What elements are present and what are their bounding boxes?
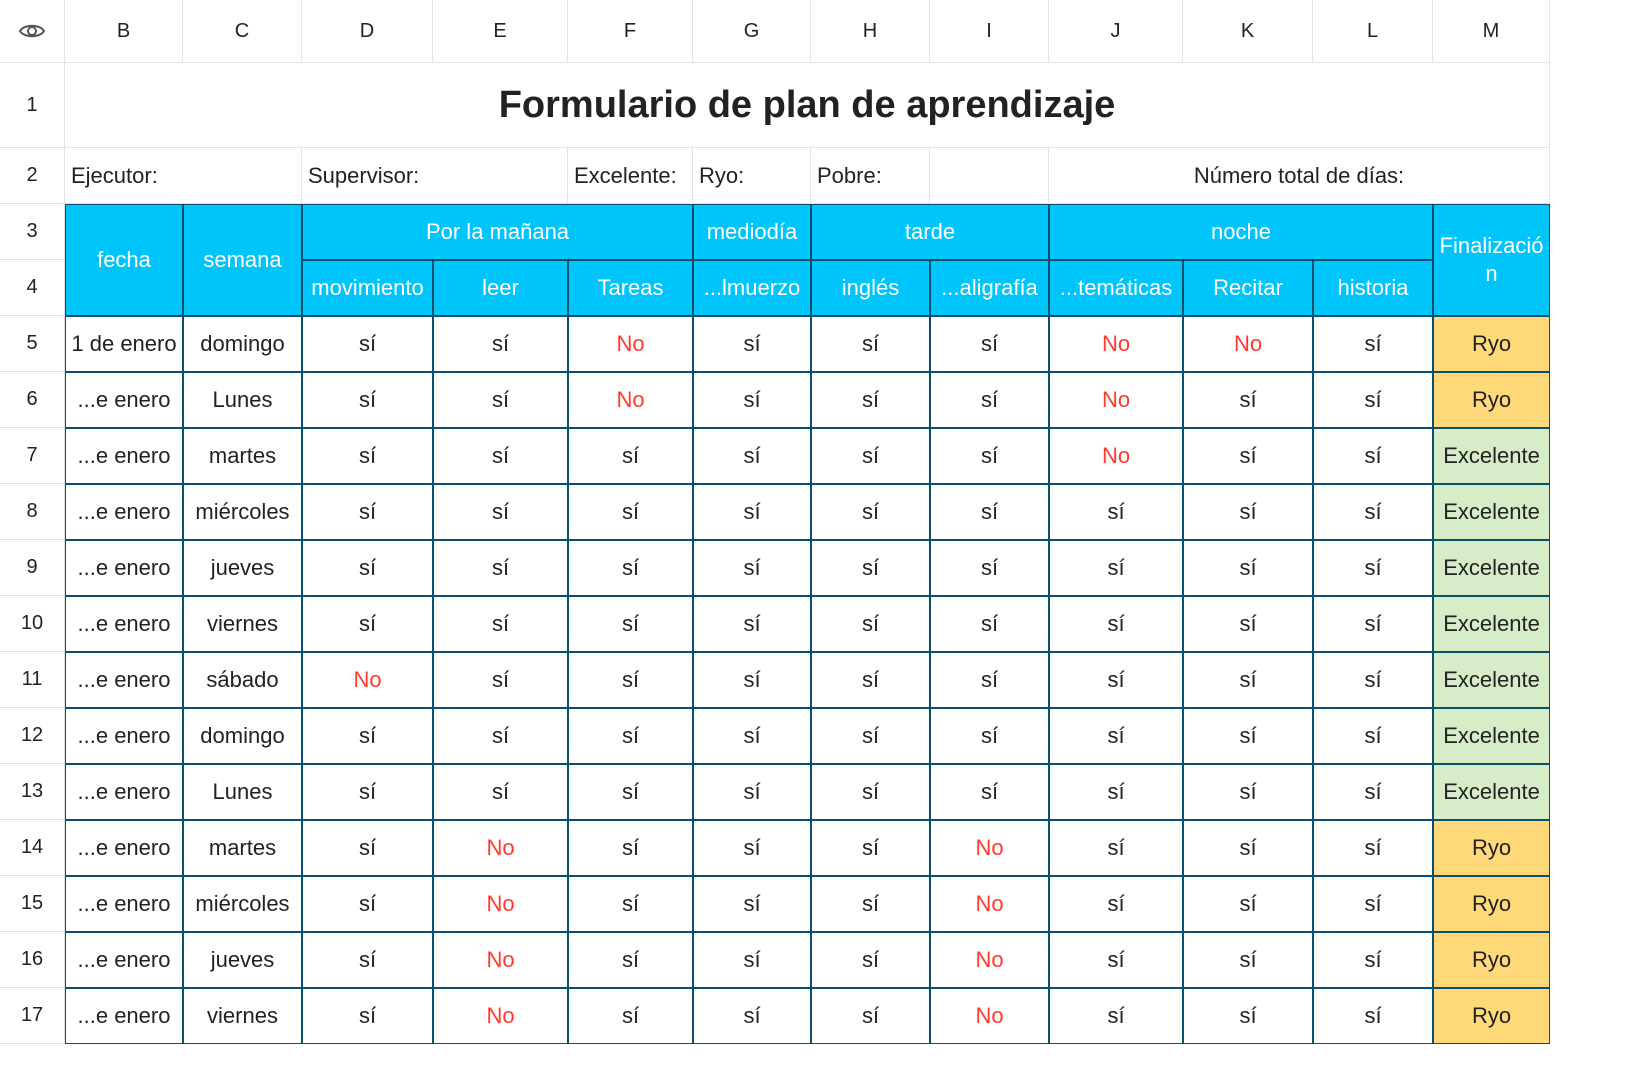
column-header-g[interactable]: G [693,0,811,63]
status-cell[interactable]: No [433,876,568,932]
status-cell[interactable]: sí [302,932,433,988]
status-cell[interactable]: sí [930,652,1049,708]
date-cell[interactable]: ...e enero [65,428,183,484]
status-cell[interactable]: sí [568,876,693,932]
status-cell[interactable]: sí [1313,372,1433,428]
status-cell[interactable]: sí [1183,764,1313,820]
week-cell[interactable]: Lunes [183,372,302,428]
column-header-i[interactable]: I [930,0,1049,63]
row-header-5[interactable]: 5 [0,316,65,372]
status-cell[interactable]: sí [433,484,568,540]
status-cell[interactable]: sí [1049,484,1183,540]
status-cell[interactable]: sí [568,820,693,876]
status-cell[interactable]: sí [693,316,811,372]
week-cell[interactable]: Lunes [183,764,302,820]
poor-value-cell[interactable] [930,148,1049,204]
status-cell[interactable]: sí [1313,540,1433,596]
completion-cell[interactable]: Excelente [1433,764,1550,820]
status-cell[interactable]: sí [930,540,1049,596]
status-cell[interactable]: sí [1313,316,1433,372]
column-header-h[interactable]: H [811,0,930,63]
row-header-8[interactable]: 8 [0,484,65,540]
header-date[interactable]: fecha [65,204,183,316]
column-header-l[interactable]: L [1313,0,1433,63]
date-cell[interactable]: ...e enero [65,596,183,652]
status-cell[interactable]: sí [433,652,568,708]
status-cell[interactable]: sí [302,764,433,820]
status-cell[interactable]: No [568,316,693,372]
status-cell[interactable]: sí [811,820,930,876]
row-header-13[interactable]: 13 [0,764,65,820]
status-cell[interactable]: sí [568,932,693,988]
column-header-c[interactable]: C [183,0,302,63]
completion-cell[interactable]: Ryo [1433,372,1550,428]
status-cell[interactable]: sí [1313,932,1433,988]
sheet-title[interactable]: Formulario de plan de aprendizaje [65,63,1550,148]
status-cell[interactable]: sí [302,708,433,764]
status-cell[interactable]: sí [811,540,930,596]
completion-cell[interactable]: Ryo [1433,932,1550,988]
eye-icon[interactable] [19,22,45,40]
row-header-12[interactable]: 12 [0,708,65,764]
excellent-label[interactable]: Excelente: [568,148,693,204]
status-cell[interactable]: sí [811,932,930,988]
status-cell[interactable]: sí [1049,932,1183,988]
status-cell[interactable]: sí [1313,428,1433,484]
status-cell[interactable]: sí [1183,820,1313,876]
week-cell[interactable]: miércoles [183,876,302,932]
status-cell[interactable]: sí [930,596,1049,652]
status-cell[interactable]: sí [693,596,811,652]
status-cell[interactable]: sí [693,820,811,876]
supervisor-label[interactable]: Supervisor: [302,148,568,204]
header-night[interactable]: noche [1049,204,1433,260]
date-cell[interactable]: ...e enero [65,876,183,932]
status-cell[interactable]: No [1049,372,1183,428]
status-cell[interactable]: sí [1313,764,1433,820]
status-cell[interactable]: sí [302,428,433,484]
row-header-2[interactable]: 2 [0,148,65,204]
completion-cell[interactable]: Excelente [1433,540,1550,596]
header-sub-8[interactable]: historia [1313,260,1433,316]
status-cell[interactable]: sí [568,428,693,484]
column-header-e[interactable]: E [433,0,568,63]
week-cell[interactable]: martes [183,428,302,484]
status-cell[interactable]: sí [693,988,811,1044]
date-cell[interactable]: ...e enero [65,484,183,540]
status-cell[interactable]: No [302,652,433,708]
status-cell[interactable]: sí [693,876,811,932]
row-header-9[interactable]: 9 [0,540,65,596]
date-cell[interactable]: ...e enero [65,932,183,988]
status-cell[interactable]: No [930,988,1049,1044]
week-cell[interactable]: sábado [183,652,302,708]
completion-cell[interactable]: Excelente [1433,428,1550,484]
status-cell[interactable]: sí [433,596,568,652]
status-cell[interactable]: sí [1313,652,1433,708]
poor-label[interactable]: Pobre: [811,148,930,204]
header-sub-1[interactable]: leer [433,260,568,316]
status-cell[interactable]: sí [1183,540,1313,596]
status-cell[interactable]: sí [1183,652,1313,708]
status-cell[interactable]: No [433,820,568,876]
status-cell[interactable]: sí [302,484,433,540]
row-header-7[interactable]: 7 [0,428,65,484]
header-noon[interactable]: mediodía [693,204,811,260]
status-cell[interactable]: sí [302,540,433,596]
status-cell[interactable]: sí [1183,932,1313,988]
status-cell[interactable]: sí [568,708,693,764]
status-cell[interactable]: sí [1049,540,1183,596]
status-cell[interactable]: sí [433,372,568,428]
status-cell[interactable]: sí [1313,596,1433,652]
status-cell[interactable]: sí [811,428,930,484]
status-cell[interactable]: No [1049,316,1183,372]
status-cell[interactable]: sí [811,652,930,708]
completion-cell[interactable]: Excelente [1433,596,1550,652]
header-week[interactable]: semana [183,204,302,316]
date-cell[interactable]: ...e enero [65,372,183,428]
row-header-3[interactable]: 3 [0,204,65,260]
status-cell[interactable]: sí [811,708,930,764]
status-cell[interactable]: sí [302,988,433,1044]
header-sub-7[interactable]: Recitar [1183,260,1313,316]
status-cell[interactable]: sí [1049,652,1183,708]
date-cell[interactable]: ...e enero [65,708,183,764]
status-cell[interactable]: sí [930,764,1049,820]
row-header-16[interactable]: 16 [0,932,65,988]
row-header-1[interactable]: 1 [0,63,65,148]
week-cell[interactable]: domingo [183,316,302,372]
completion-cell[interactable]: Excelente [1433,484,1550,540]
status-cell[interactable]: sí [1183,876,1313,932]
status-cell[interactable]: No [930,932,1049,988]
status-cell[interactable]: sí [1049,708,1183,764]
status-cell[interactable]: sí [811,372,930,428]
row-header-15[interactable]: 15 [0,876,65,932]
status-cell[interactable]: sí [693,372,811,428]
header-sub-2[interactable]: Tareas [568,260,693,316]
status-cell[interactable]: No [568,372,693,428]
header-completion[interactable]: Finalización [1433,204,1550,316]
status-cell[interactable]: sí [930,708,1049,764]
status-cell[interactable]: sí [693,540,811,596]
status-cell[interactable]: sí [693,484,811,540]
status-cell[interactable]: No [930,876,1049,932]
status-cell[interactable]: sí [811,484,930,540]
status-cell[interactable]: sí [568,484,693,540]
header-sub-4[interactable]: inglés [811,260,930,316]
status-cell[interactable]: sí [1183,372,1313,428]
week-cell[interactable]: martes [183,820,302,876]
status-cell[interactable]: sí [693,932,811,988]
status-cell[interactable]: No [1183,316,1313,372]
header-morning[interactable]: Por la mañana [302,204,693,260]
status-cell[interactable]: sí [1183,988,1313,1044]
status-cell[interactable]: sí [1049,764,1183,820]
status-cell[interactable]: sí [693,652,811,708]
status-cell[interactable]: No [433,932,568,988]
status-cell[interactable]: sí [568,988,693,1044]
week-cell[interactable]: viernes [183,596,302,652]
status-cell[interactable]: sí [302,820,433,876]
status-cell[interactable]: sí [1049,596,1183,652]
status-cell[interactable]: No [433,988,568,1044]
row-header-10[interactable]: 10 [0,596,65,652]
status-cell[interactable]: sí [1049,820,1183,876]
status-cell[interactable]: sí [811,876,930,932]
status-cell[interactable]: sí [568,764,693,820]
status-cell[interactable]: sí [693,428,811,484]
date-cell[interactable]: ...e enero [65,988,183,1044]
date-cell[interactable]: ...e enero [65,764,183,820]
status-cell[interactable]: sí [930,428,1049,484]
week-cell[interactable]: miércoles [183,484,302,540]
date-cell[interactable]: ...e enero [65,820,183,876]
status-cell[interactable]: sí [811,988,930,1044]
status-cell[interactable]: sí [693,708,811,764]
status-cell[interactable]: sí [811,316,930,372]
date-cell[interactable]: 1 de enero [65,316,183,372]
row-header-4[interactable]: 4 [0,260,65,316]
column-header-d[interactable]: D [302,0,433,63]
completion-cell[interactable]: Ryo [1433,876,1550,932]
date-cell[interactable]: ...e enero [65,540,183,596]
completion-cell[interactable]: Ryo [1433,820,1550,876]
completion-cell[interactable]: Excelente [1433,708,1550,764]
column-header-k[interactable]: K [1183,0,1313,63]
status-cell[interactable]: sí [1313,484,1433,540]
status-cell[interactable]: sí [568,652,693,708]
status-cell[interactable]: sí [1183,708,1313,764]
status-cell[interactable]: sí [811,596,930,652]
header-sub-6[interactable]: ...temáticas [1049,260,1183,316]
status-cell[interactable]: sí [1313,820,1433,876]
status-cell[interactable]: sí [302,596,433,652]
header-afternoon[interactable]: tarde [811,204,1049,260]
status-cell[interactable]: sí [433,764,568,820]
week-cell[interactable]: jueves [183,932,302,988]
column-header-j[interactable]: J [1049,0,1183,63]
status-cell[interactable]: No [930,820,1049,876]
status-cell[interactable]: sí [930,372,1049,428]
week-cell[interactable]: domingo [183,708,302,764]
week-cell[interactable]: jueves [183,540,302,596]
header-sub-5[interactable]: ...aligrafía [930,260,1049,316]
status-cell[interactable]: sí [433,708,568,764]
column-header-f[interactable]: F [568,0,693,63]
status-cell[interactable]: sí [930,484,1049,540]
status-cell[interactable]: sí [302,876,433,932]
completion-cell[interactable]: Ryo [1433,988,1550,1044]
status-cell[interactable]: sí [1313,708,1433,764]
completion-cell[interactable]: Ryo [1433,316,1550,372]
status-cell[interactable]: sí [1313,876,1433,932]
status-cell[interactable]: sí [693,764,811,820]
status-cell[interactable]: sí [302,372,433,428]
status-cell[interactable]: sí [1049,876,1183,932]
status-cell[interactable]: sí [568,540,693,596]
row-header-17[interactable]: 17 [0,988,65,1044]
status-cell[interactable]: sí [433,540,568,596]
good-label[interactable]: Ryo: [693,148,811,204]
status-cell[interactable]: sí [1313,988,1433,1044]
status-cell[interactable]: sí [930,316,1049,372]
row-header-11[interactable]: 11 [0,652,65,708]
select-all-corner[interactable] [0,0,65,63]
status-cell[interactable]: No [1049,428,1183,484]
row-header-14[interactable]: 14 [0,820,65,876]
date-cell[interactable]: ...e enero [65,652,183,708]
total-days-label[interactable]: Número total de días: [1049,148,1550,204]
executor-label[interactable]: Ejecutor: [65,148,302,204]
status-cell[interactable]: sí [1183,428,1313,484]
completion-cell[interactable]: Excelente [1433,652,1550,708]
status-cell[interactable]: sí [1049,988,1183,1044]
row-header-6[interactable]: 6 [0,372,65,428]
status-cell[interactable]: sí [302,316,433,372]
header-sub-3[interactable]: ...lmuerzo [693,260,811,316]
week-cell[interactable]: viernes [183,988,302,1044]
status-cell[interactable]: sí [433,428,568,484]
status-cell[interactable]: sí [1183,596,1313,652]
status-cell[interactable]: sí [811,764,930,820]
status-cell[interactable]: sí [433,316,568,372]
status-cell[interactable]: sí [1183,484,1313,540]
status-cell[interactable]: sí [568,596,693,652]
header-sub-0[interactable]: movimiento [302,260,433,316]
column-header-b[interactable]: B [65,0,183,63]
column-header-m[interactable]: M [1433,0,1550,63]
